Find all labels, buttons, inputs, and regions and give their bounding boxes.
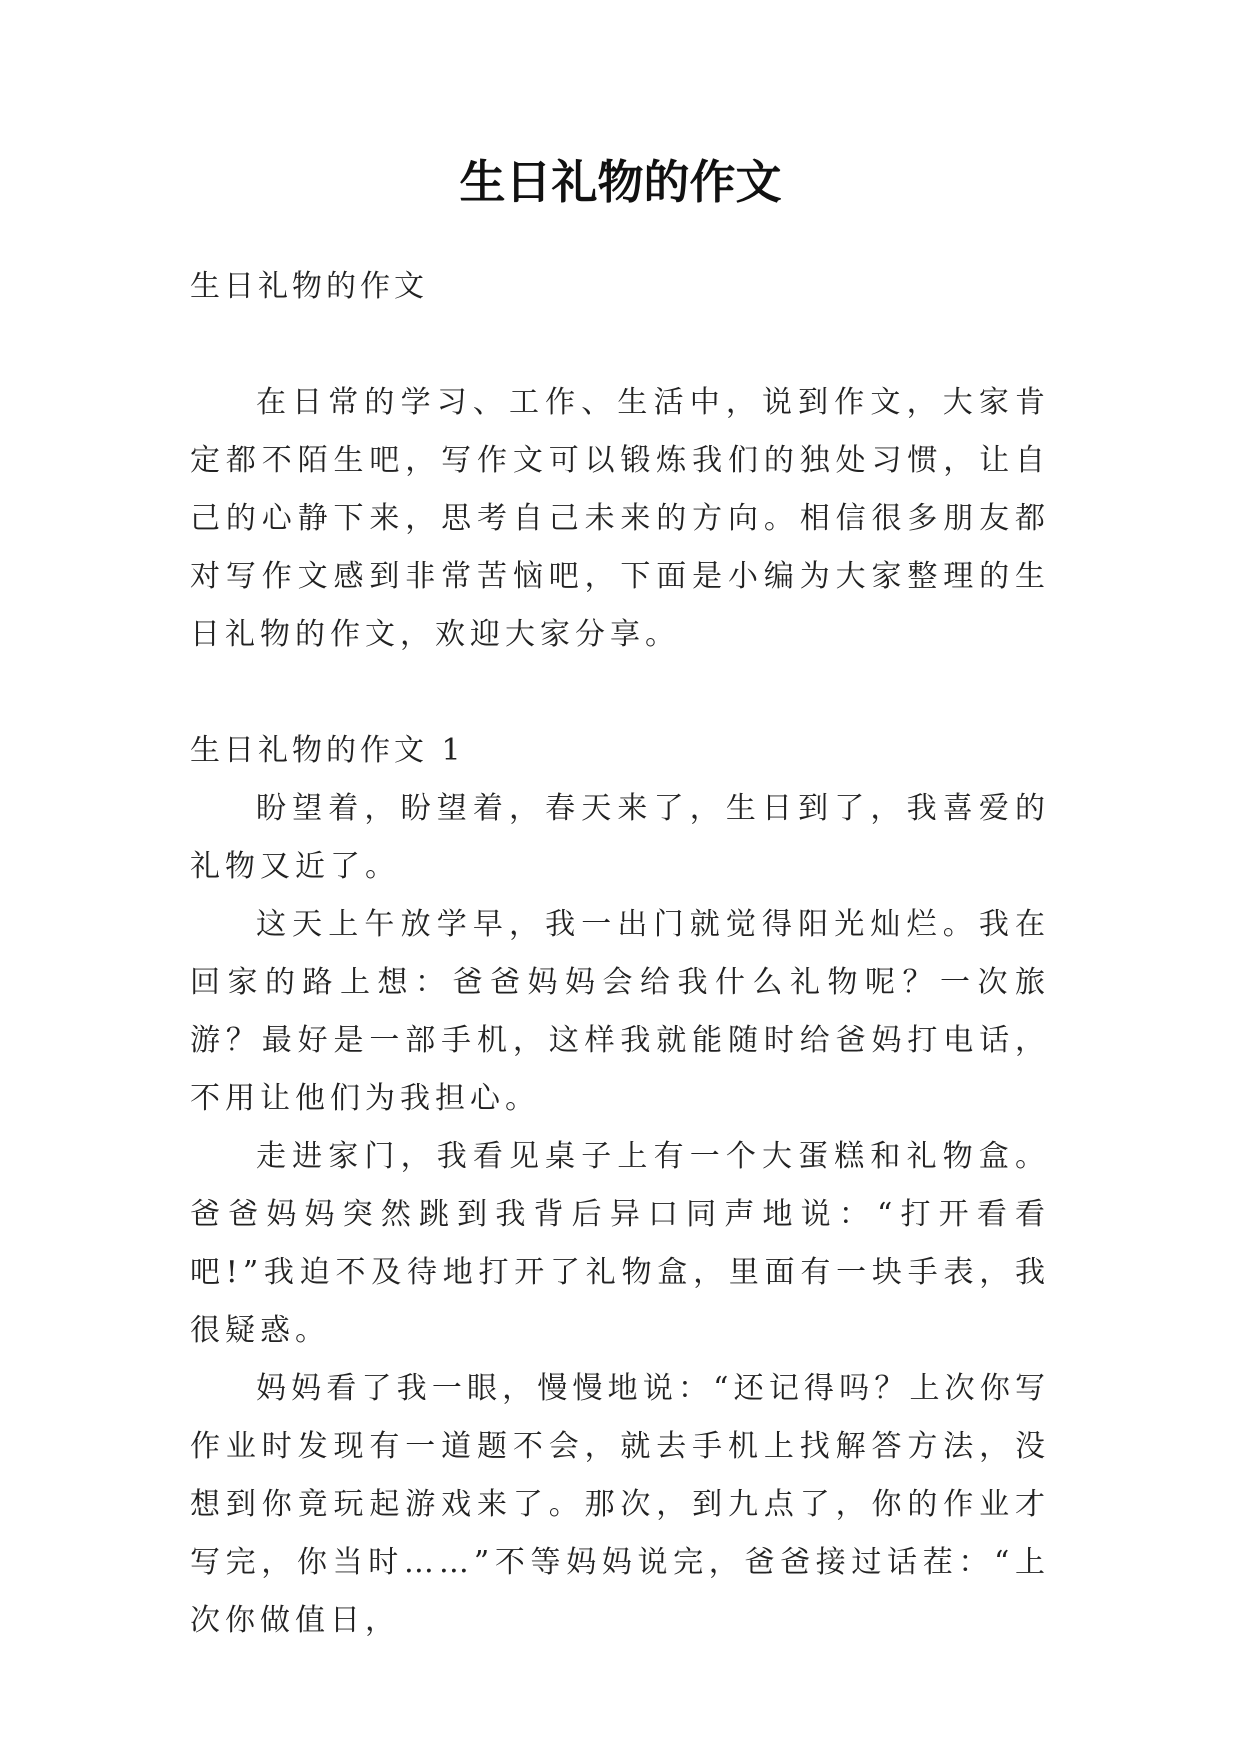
document-title: 生日礼物的作文 xyxy=(459,155,782,209)
spacer xyxy=(190,316,1050,374)
document-subtitle: 生日礼物的作文 xyxy=(190,269,428,304)
body-paragraph: 走进家门，我看见桌子上有一个大蛋糕和礼物盒。爸爸妈妈突然跳到我背后异口同声地说：“打开看看吧!”我迫不及待地打开了礼物盒，里面有一块手表，我很疑惑。 xyxy=(190,1139,1050,1348)
spacer xyxy=(190,664,1050,722)
body-paragraph: 妈妈看了我一眼，慢慢地说：“还记得吗？上次你写作业时发现有一道题不会，就去手机上找解答方法，没想到你竟玩起游戏来了。那次，到九点了，你的作业才写完，你当时……”不等妈妈说完，爸爸接过话茬：“上次你做值日， xyxy=(190,1371,1050,1638)
intro-paragraph: 在日常的学习、工作、生活中，说到作文，大家肯定都不陌生吧，写作文可以锻炼我们的独处习惯，让自己的心静下来，思考自己未来的方向。相信很多朋友都对写作文感到非常苦恼吧，下面是小编为大家整理的生日礼物的作文，欢迎大家分享。 xyxy=(190,385,1050,652)
body-paragraph: 这天上午放学早，我一出门就觉得阳光灿烂。我在回家的路上想：爸爸妈妈会给我什么礼物呢？一次旅游？最好是一部手机，这样我就能随时给爸妈打电话，不用让他们为我担心。 xyxy=(190,907,1050,1116)
section-heading: 生日礼物的作文 1 xyxy=(190,733,465,768)
document-body xyxy=(190,258,1050,1650)
body-paragraph: 盼望着，盼望着，春天来了，生日到了，我喜爱的礼物又近了。 xyxy=(190,791,1050,884)
